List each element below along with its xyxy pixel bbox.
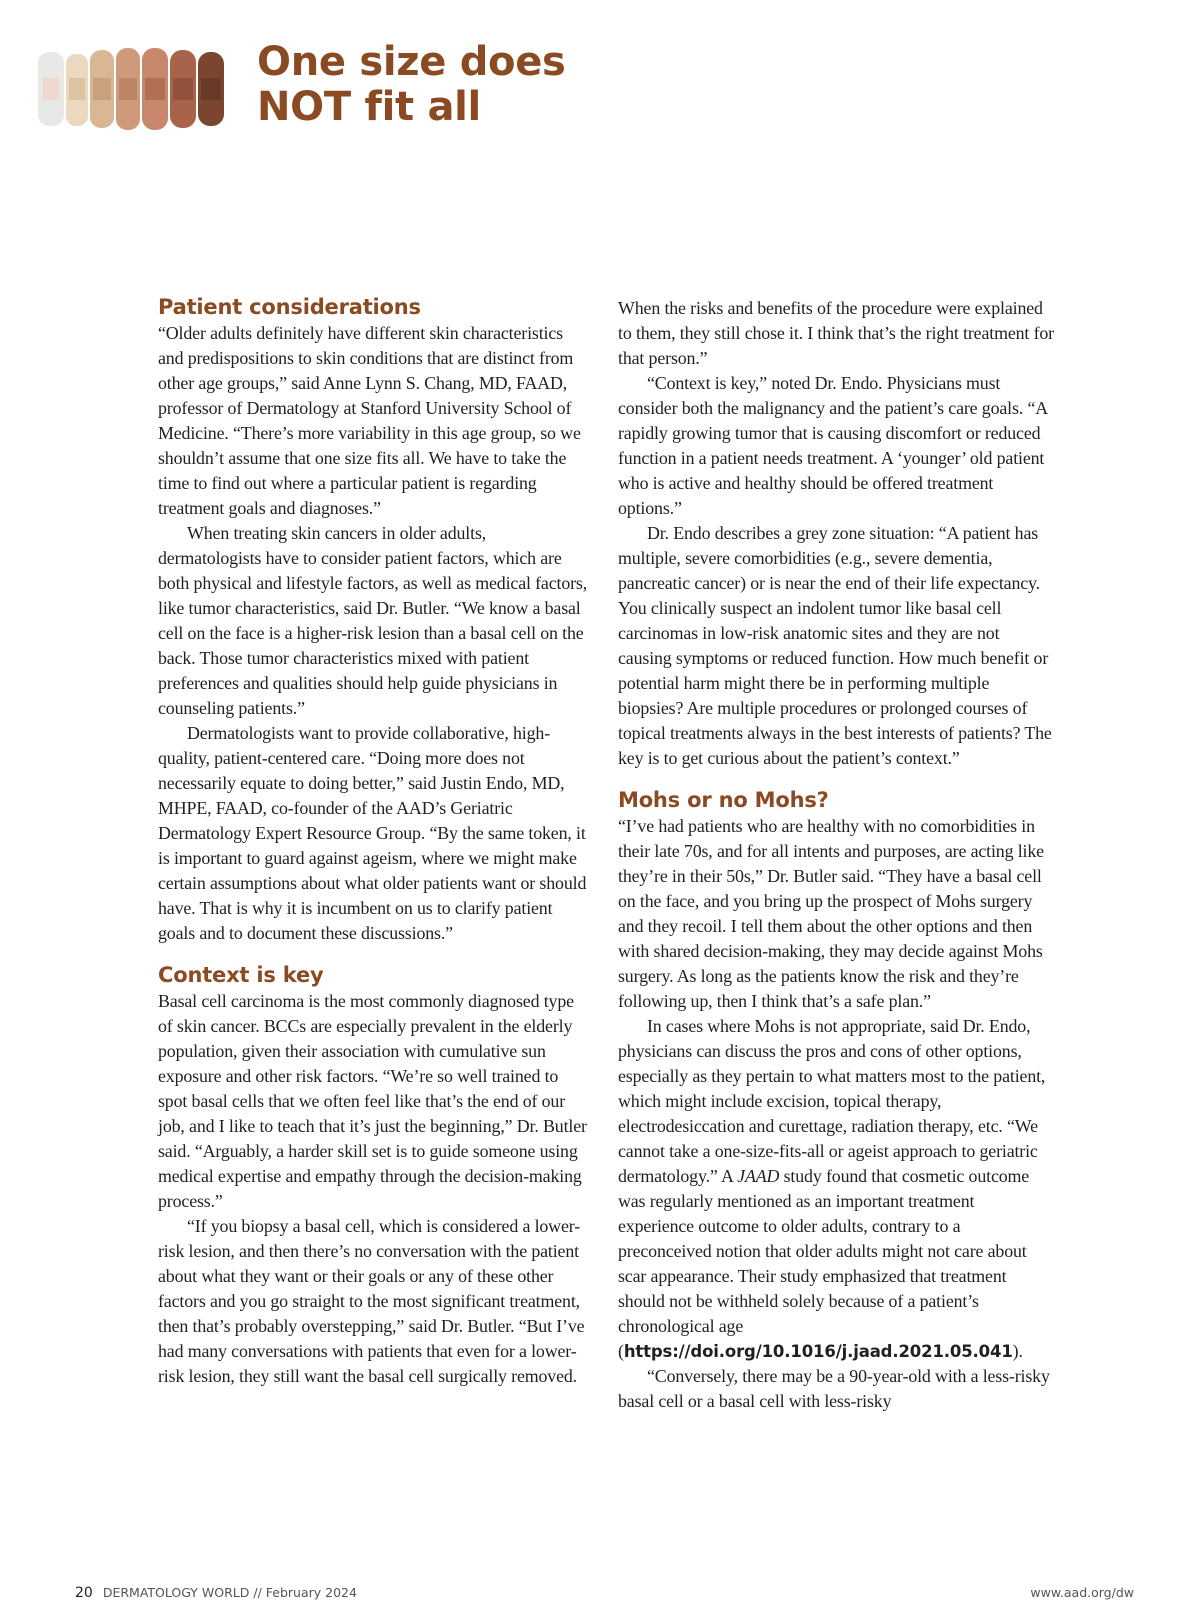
bandage-strip-2 [66, 54, 88, 126]
title-line-1: One size does [257, 39, 566, 85]
paragraph-text: study found that cosmetic outcome was regularly mentioned as an important treatment experience outcome to older adults, contrary to a preconceived notion that older adults might not care about scar appearance. Their study emphasized that treatment should not be withheld solely because of a patient’s chronological age ( [618, 1166, 1030, 1361]
doi-link[interactable]: https://doi.org/10.1016/j.jaad.2021.05.041 [623, 1342, 1013, 1361]
paragraph: Basal cell carcinoma is the most commonly diagnosed type of skin cancer. BCCs are especially prevalent in the elderly population, given their association with cumulative sun exposure and other risk factors. “We’re so well trained to spot basal cells that we often feel like that’s the end of our job, and I like to teach that it’s just the beginning,” Dr. Butler said. “Arguably, a harder skill set is to guide someone using medical expertise and empathy through the decision-making process.” [158, 991, 587, 1211]
heading-context-is-key: Context is key [158, 963, 324, 987]
page-title [257, 40, 566, 130]
bandage-strip-3 [90, 50, 114, 128]
left-column [158, 293, 590, 1389]
journal-name: JAAD [737, 1166, 780, 1186]
title-line-2: NOT fit all [257, 84, 481, 130]
footer-left [75, 1585, 357, 1601]
publication-info: DERMATOLOGY WORLD // February 2024 [102, 1585, 357, 1600]
heading-patient-considerations: Patient considerations [158, 295, 421, 319]
paragraph: “Context is key,” noted Dr. Endo. Physicians must consider both the malignancy and the patient’s care goals. “A rapidly growing tumor that is causing discomfort or reduced function in a patient needs treatment. A ‘younger’ old patient who is active and healthy should be offered treatment options.” [618, 373, 1048, 518]
paragraph: “If you biopsy a basal cell, which is considered a lower-risk lesion, and then there’s no conversation with the patient about what they want or their goals or any of these other factors and you go straight to the most significant treatment, then that’s probably overstepping,” said Dr. Butler. “But I’ve had many conversations with patients that even for a lower-risk lesion, they still want the basal cell surgically removed. [158, 1216, 585, 1386]
bandage-strip-4 [116, 48, 140, 130]
bandage-strip-6 [170, 50, 196, 128]
page-number: 20 [75, 1585, 93, 1601]
bandage-strip-7 [198, 52, 224, 126]
paragraph-text: In cases where Mohs is not appropriate, said Dr. Endo, physicians can discuss the pros and cons of other options, especially as they pertain to what matters most to the patient, which might include excision, topical therapy, electrodesiccation and curettage, radiation therapy, etc. “We cannot take a one-size-fits-all or ageist approach to geriatric dermatology.” A [618, 1016, 1046, 1186]
paragraph: When treating skin cancers in older adults, dermatologists have to consider patient factors, which are both physical and lifestyle factors, as well as medical factors, like tumor characteristics, said Dr. Butler. “We know a basal cell on the face is a higher-risk lesion than a basal cell on the back. Those tumor characteristics mixed with patient preferences and qualities should help guide physicians in counseling patients.” [158, 523, 588, 718]
paragraph: “I’ve had patients who are healthy with no comorbidities in their late 70s, and for all intents and purposes, are acting like they’re in their 50s,” Dr. Butler said. “They have a basal cell on the face, and you bring up the prospect of Mohs surgery and they recoil. I tell them about the other options and then with shared decision-making, they may decide against Mohs surgery. As long as the patients know the risk and they’re following up, then I think that’s a safe plan.” [618, 816, 1044, 1011]
bandages-image [38, 46, 240, 132]
paragraph-text: ). [1012, 1341, 1023, 1361]
paragraph: When the risks and benefits of the procedure were explained to them, they still chose it. I think that’s the right treatment for that person.” [618, 298, 1054, 368]
right-column [618, 296, 1054, 1414]
paragraph: Dr. Endo describes a grey zone situation: “A patient has multiple, severe comorbidities (e.g., severe dementia, pancreatic cancer) or is near the end of their life expectancy. You clinically suspect an indolent tumor like basal cell carcinomas in low-risk anatomic sites and they are not causing symptoms or reduced function. How much benefit or potential harm might there be in performing multiple biopsies? Are multiple procedures or prolonged courses of topical treatments always in the best interests of patients? The key is to get curious about the patient’s context.” [618, 523, 1052, 768]
paragraph: “Older adults definitely have different skin characteristics and predispositions to skin conditions that are distinct from other age groups,” said Anne Lynn S. Chang, MD, FAAD, professor of Dermatology at Stanford University School of Medicine. “There’s more variability in this age group, so we shouldn’t assume that one size fits all. We have to take the time to find out where a particular patient is regarding treatment goals and diagnoses.” [158, 323, 581, 518]
bandage-strip-5 [142, 48, 168, 130]
paragraph: “Conversely, there may be a 90-year-old with a less-risky basal cell or a basal cell with less-risky [618, 1366, 1050, 1411]
paragraph: Dermatologists want to provide collaborative, high-quality, patient-centered care. “Doing more does not necessarily equate to doing better,” said Justin Endo, MD, MHPE, FAAD, co-founder of the AAD’s Geriatric Dermatology Expert Resource Group. “By the same token, it is important to guard against ageism, where we might make certain assumptions about what older patients want or should have. That is why it is incumbent on us to clarify patient goals and to document these discussions.” [158, 723, 587, 943]
website-link[interactable]: www.aad.org/dw [1030, 1585, 1134, 1600]
bandage-strip-1 [38, 52, 64, 126]
heading-mohs-or-no-mohs: Mohs or no Mohs? [618, 788, 829, 812]
paragraph [618, 1014, 1054, 1364]
